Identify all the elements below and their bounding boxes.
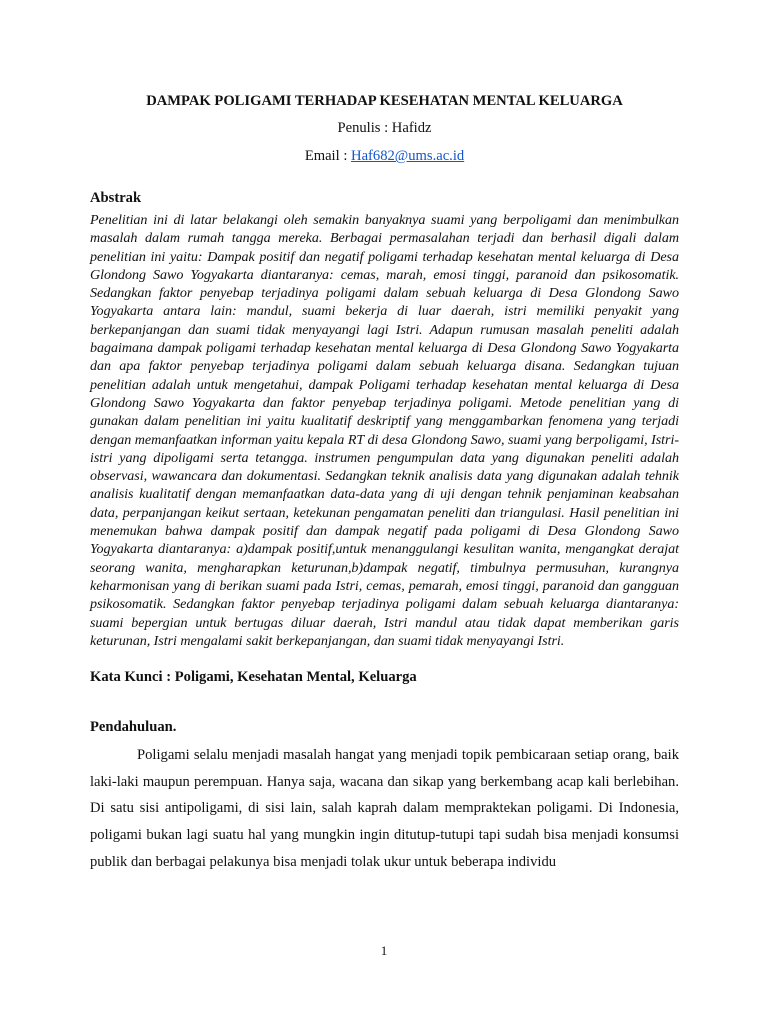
abstract-text: Penelitian ini di latar belakangi oleh semakin banyaknya suami yang berpoligami dan menimbulkan masalah dalam rumah tangga mereka. Berbagai permasalahan terjadi dan berhasil digali dalam penelitian ini yaitu: Dampak positif dan negatif poligami terhadap kesehatan mental keluarga di Desa Glondong Sawo Yogyakarta diantaranya: cemas, marah, emosi tinggi, paranoid dan psikosomatik. Sedangkan faktor penyebap terjadinya poligami dalam sebuah keluarga di Desa Glondong Sawo Yogyakarta antara lain: mandul, suami bekerja di luar daerah, istri memiliki penyakit yang berkepanjangan dan suami tidak menyayangi lagi Istri. Adapun rumusan masalah peneliti adalah bagaimana dampak poligami terhadap kesehatan mental keluarga di Desa Glondong Sawo Yogyakarta dan apa faktor penyebap terjadinya poligami dalam sebuah keluarga disana. Sedangkan tujuan penelitian adalah untuk mengetahui, dampak Poligami terhadap kesehatan mental keluarga di Desa Glondong Sawo Yogyakarta dan faktor penyebap terjadinya poligami. Metode penelitian yang di gunakan dalam penelitian ini yaitu kualitatif deskriptif yang menggambarkan fenomena yang terjadi dengan memanfaatkan informan yaitu kepala RT di desa Glondong Sawo, suami yang berpoligami, Istri-istri yang dipoligami serta tetangga. instrumen pengumpulan data yang digunakan peneliti adalah observasi, wawancara dan dokumentasi. Sedangkan teknik analisis data yang digunakan adalah tehnik analisis kualitatif dengan memanfaatkan data-data yang di uji dengan tehnik penjaminan keabsahan data, perpanjangan keikut sertaan, ketekunan pengamatan peneliti dan triangulasi. Hasil penelitian ini menemukan bahwa dampak positif dan dampak negatif pada poligami di Desa Glondong Sawo Yogyakarta diantaranya: a)dampak positif,untuk menanggulangi kesulitan wanita, mengangkat derajat seorang wanita, mengharapkan keturunan,b)dampak negatif, timbulnya permusuhan, kurangnya keharmonisan yang di berikan suami pada Istri, cemas, pemarah, emosi tinggi, paranoid dan gangguan psikosomatik. Sedangkan faktor penyebap terjadinya poligami dalam sebuah keluarga diantaranya: suami bepergian untuk bertugas diluar daerah, Istri mandul atau tidak dapat memberikan garis keturunan, Istri mengalami sakit berkepanjangan, dan suami tidak menyayangi Istri.: [90, 212, 679, 649]
author-line: Penulis : Hafidz: [337, 120, 432, 136]
keywords-line: Kata Kunci : Poligami, Kesehatan Mental, Keluarga: [90, 669, 417, 686]
introduction-text: Poligami selalu menjadi masalah hangat yang menjadi topik pembicaraan setiap orang, baik laki-laki maupun perempuan. Hanya saja, wacana dan sikap yang berkembang acap kali berlebihan. Di satu sisi antipoligami, di sisi lain, salah kaprah dalam mempraktekan poligami. Di Indonesia, poligami bukan lagi suatu hal yang mungkin ingin ditutup-tutupi tapi sudah bisa menjadi konsumsi publik dan berbagai pelakunya bisa menjadi tolak ukur untuk beberapa individu: [90, 747, 679, 870]
introduction-heading: Pendahuluan.: [90, 719, 177, 736]
paper-title: DAMPAK POLIGAMI TERHADAP KESEHATAN MENTAL KELUARGA: [146, 93, 623, 109]
email-label: Email :: [304, 148, 352, 164]
abstract-heading: Abstrak: [90, 190, 142, 206]
page-number: 1: [380, 943, 388, 958]
page-content: [90, 88, 679, 875]
email-line: [90, 143, 679, 169]
email-link[interactable]: Haf682@ums.ac.id: [351, 148, 465, 164]
